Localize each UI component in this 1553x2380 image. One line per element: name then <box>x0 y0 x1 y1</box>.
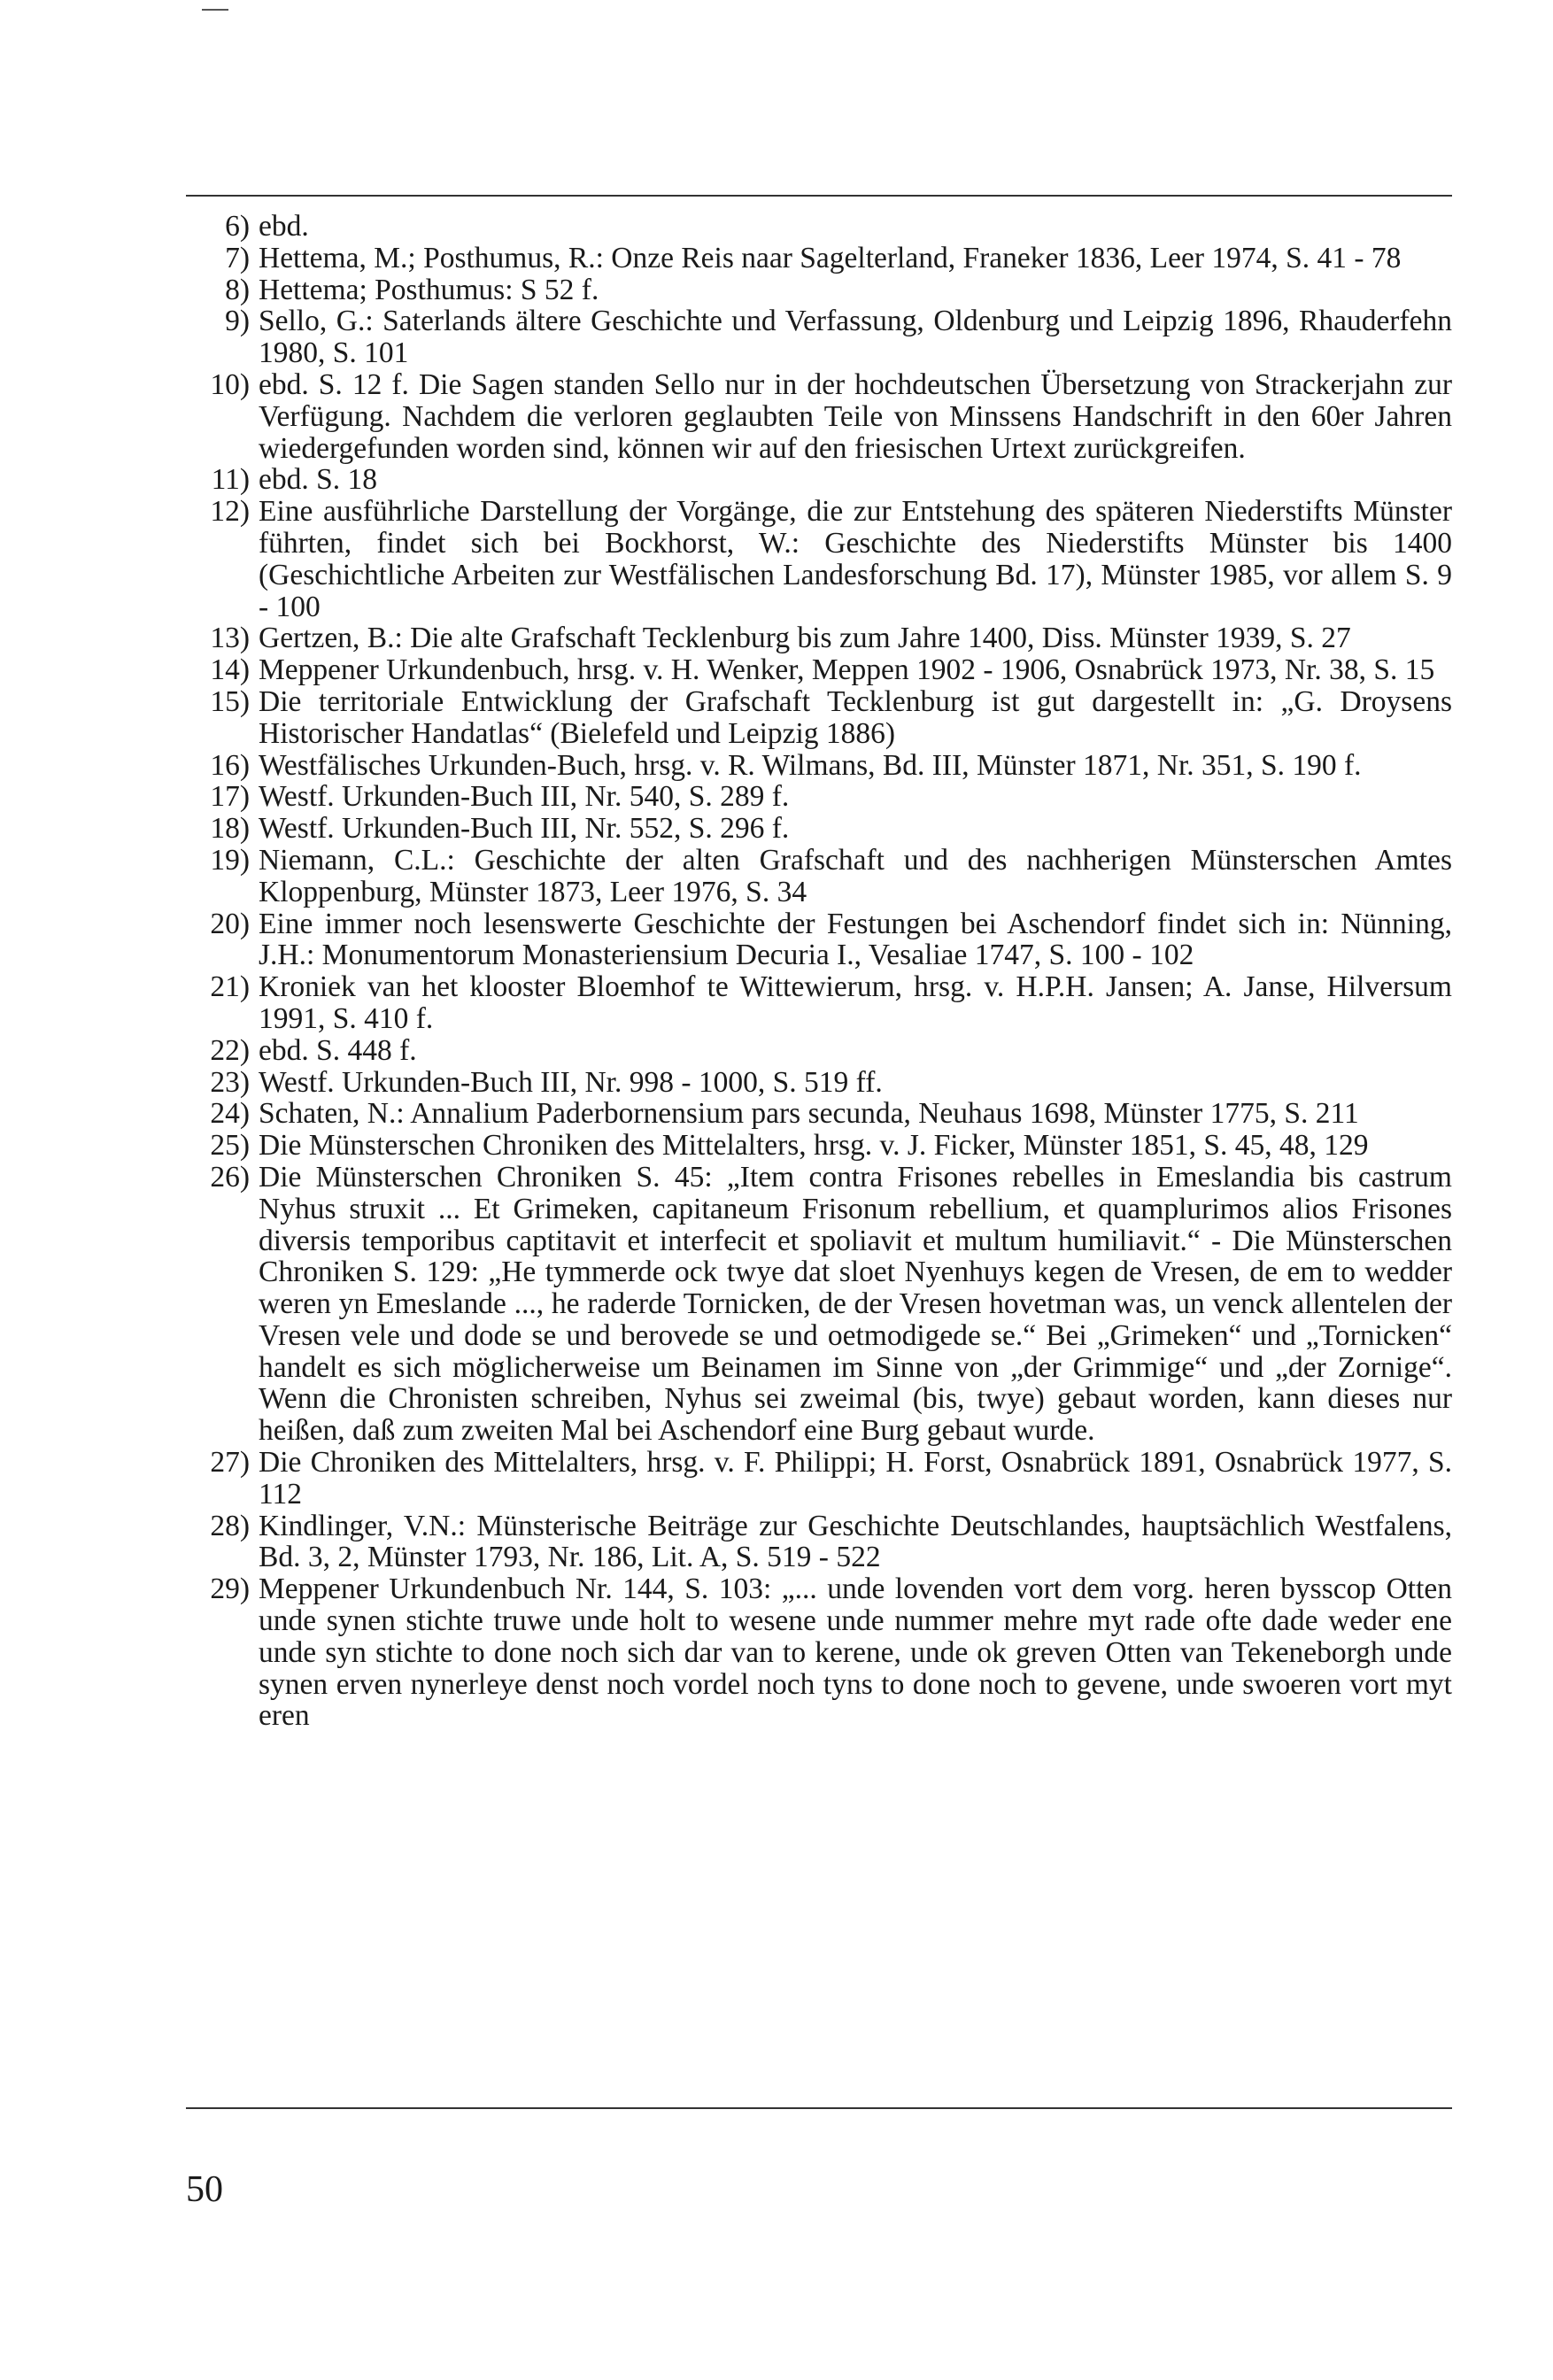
footnote <box>186 908 1452 972</box>
footnote-number: 17) <box>210 780 250 814</box>
footnote-text: Sello, G.: Saterlands ältere Geschichte und Verfassung, Oldenburg und Leipzig 1896, Rhauderfehn 1980, S. 101 <box>259 305 1452 370</box>
footnote-text: Die Chroniken des Mittelalters, hrsg. v. F. Philippi; H. Forst, Osnabrück 1891, Osnabrück 1977, S. 112 <box>259 1446 1452 1511</box>
footnote <box>186 1098 1452 1130</box>
footnote-text: Hettema, M.; Posthumus, R.: Onze Reis naar Sagelterland, Franeker 1836, Leer 1974, S. 41 - 78 <box>259 241 1402 274</box>
footnote-number: 29) <box>210 1572 250 1606</box>
footnote-number: 16) <box>210 748 250 782</box>
footnote <box>186 243 1452 274</box>
footnote <box>186 1067 1452 1099</box>
scan-mark <box>202 9 228 11</box>
footnote-text: Meppener Urkundenbuch, hrsg. v. H. Wenker, Meppen 1902 - 1906, Osnabrück 1973, Nr. 38, S. 15 <box>259 653 1435 687</box>
footnote-number: 22) <box>210 1033 250 1067</box>
footnote <box>186 496 1452 622</box>
footnote-number: 24) <box>210 1097 250 1131</box>
footnote-text: Die Münsterschen Chroniken S. 45: „Item contra Frisones rebelles in Emeslandia bis castrum Nyhus struxit ... Et Grimeken, capitaneum Frisonum rebellium, et quamplurimos alios Frisones diversis temporibus captitavit et interfecit et spoliavit et multum humiliavit.“ - Die Münsterschen Chroniken S. 129: „He tymmerde ock twye dat sloet Nyenhuys kegen de Vresen, de em to wedder weren yn Emeslande ..., he raderde Tornicken, de der Vresen hovetman was, un venck allentelen der Vresen vele und dode se und berovede se und oetmodigede se.“ Bei „Grimeken“ und „Tornicken“ handelt es sich möglicherweise um Beinamen im Sinne von „der Grimmige“ und „der Zornige“. Wenn die Chronisten schreiben, Nyhus sei zweimal (bis, twye) gebaut worden, kann dieses nur heißen, daß zum zweiten Mal bei Aschendorf eine Burg gebaut wurde. <box>259 1160 1452 1448</box>
footnote-number: 14) <box>210 653 250 687</box>
footnote-text: Westf. Urkunden-Buch III, Nr. 998 - 1000, S. 519 ff. <box>259 1065 883 1099</box>
footnote <box>186 750 1452 782</box>
footnote <box>186 686 1452 750</box>
footnote-text: Westf. Urkunden-Buch III, Nr. 540, S. 289 f. <box>259 780 790 814</box>
footnote <box>186 1511 1452 1574</box>
footnote-number: 10) <box>210 367 250 401</box>
footnote <box>186 971 1452 1035</box>
footnote <box>186 211 1452 243</box>
footnote-rule-top <box>186 195 1452 197</box>
footnote-number: 23) <box>210 1065 250 1099</box>
footnote-text: Schaten, N.: Annalium Paderbornensium pars secunda, Neuhaus 1698, Münster 1775, S. 211 <box>259 1097 1359 1131</box>
footnote-text: ebd. <box>259 210 309 243</box>
footnote <box>186 654 1452 686</box>
footnote-rule-bottom <box>186 2107 1452 2109</box>
footnote-text: Gertzen, B.: Die alte Grafschaft Tecklenburg bis zum Jahre 1400, Diss. Münster 1939, S. 27 <box>259 622 1351 655</box>
footnote-number: 20) <box>210 907 250 940</box>
footnote <box>186 369 1452 464</box>
footnote <box>186 274 1452 306</box>
footnote-text: Die Münsterschen Chroniken des Mittelalters, hrsg. v. J. Ficker, Münster 1851, S. 45, 48, 129 <box>259 1129 1369 1163</box>
footnote <box>186 813 1452 845</box>
footnote-number: 13) <box>210 622 250 655</box>
footnote-text: ebd. S. 12 f. Die Sagen standen Sello nur in der hochdeutschen Übersetzung von Strackerjahn zur Verfügung. Nachdem die verloren geglaubten Teile von Minssens Handschrift in den 60er Jahren wiedergefunden worden sind, können wir auf den friesischen Urtext zurückgreifen. <box>259 367 1452 465</box>
footnote-text: Niemann, C.L.: Geschichte der alten Grafschaft und des nachherigen Münsterschen Amtes Kloppenburg, Münster 1873, Leer 1976, S. 34 <box>259 843 1452 908</box>
footnote <box>186 305 1452 369</box>
footnote-number: 15) <box>210 684 250 718</box>
footnote-number: 11) <box>211 463 250 497</box>
footnote-text: ebd. S. 18 <box>259 463 377 497</box>
footnote-number: 19) <box>210 843 250 877</box>
footnote-number: 7) <box>225 241 250 274</box>
footnote-text: Eine immer noch lesenswerte Geschichte der Festungen bei Aschendorf findet sich in: Nünning, J.H.: Monumentorum Monasteriensium Decuria I., Vesaliae 1747, S. 100 - 102 <box>259 907 1452 972</box>
footnote <box>186 1130 1452 1162</box>
footnote-number: 8) <box>225 273 250 306</box>
footnote-number: 6) <box>225 210 250 243</box>
footnote-text: Die territoriale Entwicklung der Grafschaft Tecklenburg ist gut dargestellt in: „G. Droysens Historischer Handatlas“ (Bielefeld und Leipzig 1886) <box>259 684 1452 750</box>
footnote <box>186 781 1452 813</box>
footnote-number: 18) <box>210 812 250 846</box>
footnote <box>186 622 1452 654</box>
footnote-text: Hettema; Posthumus: S 52 f. <box>259 273 599 306</box>
footnote <box>186 464 1452 496</box>
page-number: 50 <box>186 2169 223 2210</box>
footnote-text: Westfälisches Urkunden-Buch, hrsg. v. R. Wilmans, Bd. III, Münster 1871, Nr. 351, S. 190 f. <box>259 748 1362 782</box>
footnote-number: 12) <box>210 495 250 529</box>
footnote <box>186 1035 1452 1067</box>
footnote-number: 26) <box>210 1160 250 1194</box>
footnote-number: 9) <box>225 305 250 338</box>
footnote-number: 27) <box>210 1446 250 1480</box>
footnote-text: Meppener Urkundenbuch Nr. 144, S. 103: „... unde lovenden vort dem vorg. heren bysscop Otten unde synen stichte truwe unde holt to wesene unde nummer mehre myt rade ofte dade weder ene unde syn stichte to done noch sich dar van to kerene, unde ok greven Otten van Tekeneborgh unde synen erven nynerleye denst noch vordel noch tyns to done noch to gevene, unde swoeren vort myt eren <box>259 1572 1452 1733</box>
footnote-text: Kroniek van het klooster Bloemhof te Wittewierum, hrsg. v. H.P.H. Jansen; A. Janse, Hilversum 1991, S. 410 f. <box>259 970 1452 1035</box>
footnote <box>186 1573 1452 1732</box>
footnote-number: 25) <box>210 1129 250 1163</box>
footnote <box>186 1162 1452 1447</box>
footnote-text: ebd. S. 448 f. <box>259 1033 417 1067</box>
footnote-number: 21) <box>210 970 250 1004</box>
footnote-text: Kindlinger, V.N.: Münsterische Beiträge zur Geschichte Deutschlandes, hauptsächlich Westfalens, Bd. 3, 2, Münster 1793, Nr. 186, Lit. A, S. 519 - 522 <box>259 1509 1452 1574</box>
footnote <box>186 1447 1452 1511</box>
footnote-list <box>186 211 1452 1732</box>
footnote-text: Eine ausführliche Darstellung der Vorgänge, die zur Entstehung des späteren Niederstifts Münster führten, findet sich bei Bockhorst, W.: Geschichte des Niederstifts Münster bis 1400 (Geschichtliche Arbeiten zur Westfälischen Landesforschung Bd. 17), Münster 1985, vor allem S. 9 - 100 <box>259 495 1452 623</box>
footnote-text: Westf. Urkunden-Buch III, Nr. 552, S. 296 f. <box>259 812 790 846</box>
footnote <box>186 845 1452 908</box>
footnote-number: 28) <box>210 1509 250 1542</box>
